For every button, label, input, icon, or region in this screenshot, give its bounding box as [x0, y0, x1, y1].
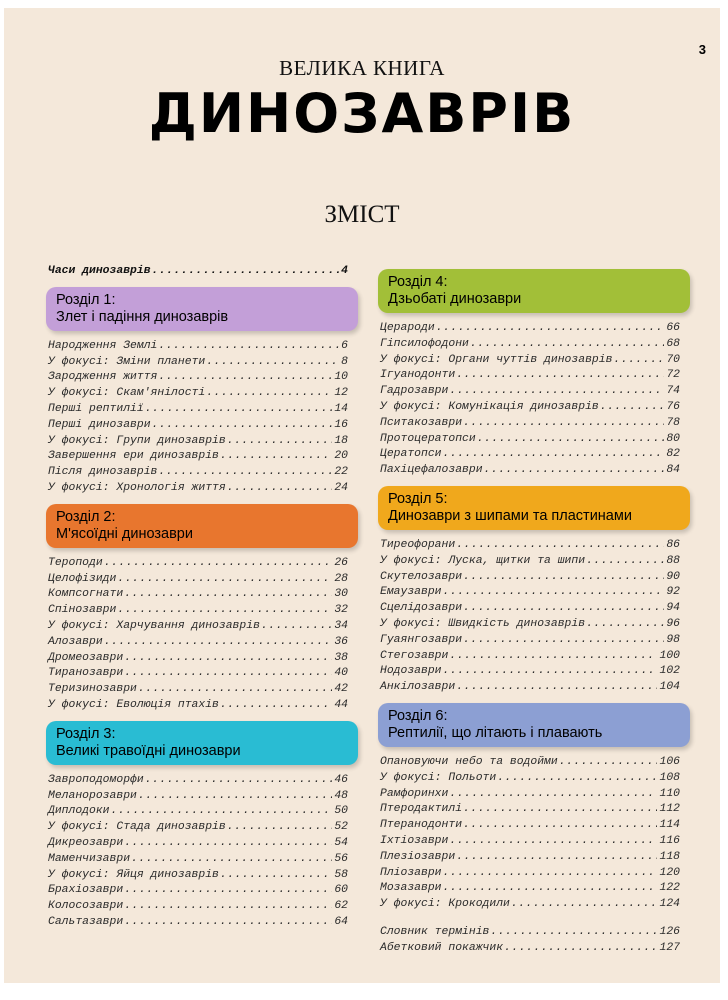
toc-entry-title: Целофізиди [48, 572, 117, 585]
toc-entry [48, 804, 348, 820]
toc-entry [48, 883, 348, 899]
toc-entry-title: У фокусі: Органи чуттів динозаврів [380, 353, 613, 366]
toc-entry [380, 850, 680, 866]
toc-leader-dots [463, 601, 664, 617]
toc-entry-page: 96 [666, 617, 680, 630]
toc-entry-page: 124 [659, 898, 680, 911]
toc-leader-dots [227, 820, 333, 836]
toc-entry-title: Тиранозаври [48, 667, 124, 680]
toc-entry [380, 384, 680, 400]
toc-entry-title: Пахіцефалозаври [380, 464, 483, 477]
toc-leader-dots [220, 449, 332, 465]
section-header-2 [46, 504, 358, 548]
toc-entry-page: 20 [334, 450, 348, 463]
toc-entry [380, 834, 680, 850]
toc-entry-page: 106 [659, 755, 680, 768]
toc-entry-page: 100 [659, 649, 680, 662]
toc-entry-title: Гуаянгозаври [380, 633, 463, 646]
toc-entry [48, 386, 348, 402]
toc-entry [48, 820, 348, 836]
toc-entry [48, 264, 348, 280]
toc-entry-page: 102 [659, 665, 680, 678]
toc-entry [48, 852, 348, 868]
toc-entry-page: 108 [659, 771, 680, 784]
toc-entry-page: 84 [666, 464, 680, 477]
toc-entry-title: Зародження життя [48, 371, 158, 384]
toc-entry-page: 94 [666, 602, 680, 615]
toc-entry-title: Словник термінів [380, 925, 490, 938]
toc-entry-page: 50 [334, 805, 348, 818]
toc-entry-title: У фокусі: Швидкість динозаврів [380, 617, 586, 630]
toc-entry [380, 416, 680, 432]
toc-leader-dots [206, 355, 339, 371]
toc-leader-dots [206, 386, 332, 402]
toc-leader-dots [463, 818, 657, 834]
section-label: Розділ 5: [388, 490, 448, 507]
toc-entry [48, 339, 348, 355]
book-supertitle: ВЕЛИКА КНИГА [279, 56, 445, 80]
toc-entry-title: Ігуанодонти [380, 369, 456, 382]
toc-entry-title: Пліозаври [380, 866, 442, 879]
toc-entry [48, 635, 348, 651]
toc-entry-page: 118 [659, 850, 680, 863]
toc-leader-dots [227, 481, 333, 497]
toc-entry [48, 868, 348, 884]
toc-leader-dots [158, 370, 332, 386]
toc-leader-dots [456, 850, 657, 866]
toc-entry-page: 58 [334, 868, 348, 881]
toc-entry-title: Алозаври [48, 635, 103, 648]
toc-entry-title: Цератопси [380, 448, 442, 461]
section-label: Розділ 2: [56, 508, 116, 525]
toc-leader-dots [117, 572, 332, 588]
toc-entry-title: Компсогнати [48, 588, 124, 601]
toc-entry-page: 46 [334, 773, 348, 786]
toc-entry-title: У фокусі: Групи динозаврів [48, 434, 226, 447]
contents-column-right [380, 262, 680, 957]
toc-entry [380, 941, 680, 957]
toc-leader-dots [449, 384, 664, 400]
toc-entry [48, 481, 348, 497]
toc-entry-page: 127 [659, 941, 680, 954]
toc-entry-page: 98 [666, 633, 680, 646]
toc-entry [380, 538, 680, 554]
toc-entry-page: 60 [334, 884, 348, 897]
toc-entry-page: 34 [334, 619, 348, 632]
toc-entry-title: Плезіозаври [380, 850, 456, 863]
toc-entry-page: 78 [666, 416, 680, 429]
toc-entry [380, 925, 680, 941]
toc-entry-title: Птеродактилі [380, 803, 463, 816]
toc-entry-page: 86 [666, 538, 680, 551]
section-label: Розділ 3: [56, 725, 116, 742]
toc-entry-page: 122 [659, 882, 680, 895]
toc-entry [48, 418, 348, 434]
toc-entry-title: У фокусі: Харчування динозаврів [48, 619, 260, 632]
toc-entry [48, 370, 348, 386]
toc-entry-title: Птеранодонти [380, 819, 463, 832]
spacer [380, 913, 680, 925]
toc-entry-title: Пситакозаври [380, 416, 463, 429]
section-title: Рептилії, що літають і плавають [388, 724, 603, 741]
toc-entry [48, 434, 348, 450]
toc-entry [380, 554, 680, 570]
toc-entry [380, 463, 680, 479]
toc-entry-page: 74 [666, 385, 680, 398]
section-title: Великі травоїдні динозаври [56, 742, 241, 759]
book-title: ДИНОЗАВРІВ [148, 82, 576, 145]
toc-entry-page: 44 [334, 698, 348, 711]
toc-entry-page: 24 [334, 481, 348, 494]
toc-entry [48, 666, 348, 682]
toc-entry-title: Часи динозаврів [48, 265, 151, 277]
toc-leader-dots [158, 465, 332, 481]
contents-heading: ЗМІСТ [324, 201, 400, 228]
toc-entry [380, 680, 680, 696]
toc-leader-dots [470, 337, 664, 353]
toc-entry-page: 112 [659, 803, 680, 816]
toc-entry-page: 40 [334, 667, 348, 680]
toc-leader-dots [463, 416, 664, 432]
toc-leader-dots [117, 603, 332, 619]
toc-entry-page: 30 [334, 588, 348, 601]
toc-leader-dots [484, 463, 665, 479]
toc-entry-title: Маменчизаври [48, 852, 131, 865]
toc-entry-page: 38 [334, 651, 348, 664]
toc-entry-page: 64 [334, 915, 348, 928]
toc-leader-dots [111, 804, 333, 820]
section-label: Розділ 1: [56, 291, 116, 308]
toc-entry-title: У фокусі: Еволюція птахів [48, 698, 219, 711]
toc-entry [48, 651, 348, 667]
toc-entry [380, 649, 680, 665]
toc-entry [380, 787, 680, 803]
toc-leader-dots [443, 866, 658, 882]
toc-leader-dots [463, 570, 664, 586]
toc-entry [48, 572, 348, 588]
toc-leader-dots [124, 883, 332, 899]
toc-entry-page: 120 [659, 866, 680, 879]
toc-leader-dots [131, 852, 332, 868]
toc-entry-page: 114 [659, 819, 680, 832]
toc-entry-title: Теризинозаври [48, 683, 137, 696]
section-title: Злет і падіння динозаврів [56, 308, 229, 325]
toc-entry [48, 355, 348, 371]
toc-entry-page: 116 [659, 834, 680, 847]
toc-entry-title: Емаузаври [380, 586, 442, 599]
toc-entry [48, 915, 348, 931]
toc-leader-dots [124, 651, 332, 667]
toc-entry-title: У фокусі: Польоти [380, 771, 497, 784]
toc-entry [380, 897, 680, 913]
toc-leader-dots [449, 649, 657, 665]
toc-leader-dots [511, 897, 658, 913]
toc-entry [48, 449, 348, 465]
toc-leader-dots [261, 619, 332, 635]
toc-entry-title: Спінозаври [48, 604, 117, 617]
toc-entry-title: У фокусі: Хронологія життя [48, 481, 226, 494]
toc-leader-dots [613, 353, 664, 369]
toc-entry-title: Протоцератопси [380, 432, 476, 445]
toc-entry-title: Дикреозаври [48, 836, 124, 849]
toc-entry-title: Перші динозаври [48, 418, 151, 431]
book-page [4, 8, 720, 983]
toc-entry-title: Стегозаври [380, 649, 449, 662]
toc-entry [48, 619, 348, 635]
toc-entry-page: 18 [334, 434, 348, 447]
toc-entry-title: Брахіозаври [48, 884, 124, 897]
toc-entry-title: У фокусі: Зміни планети [48, 355, 206, 368]
toc-entry-title: У фокусі: Комунікація динозаврів [380, 400, 599, 413]
toc-entry-page: 28 [334, 572, 348, 585]
toc-entry-page: 62 [334, 900, 348, 913]
toc-entry-page: 56 [334, 852, 348, 865]
toc-entry-page: 16 [334, 418, 348, 431]
toc-leader-dots [220, 698, 332, 714]
toc-entry-page: 48 [334, 789, 348, 802]
toc-entry-title: Меланорозаври [48, 789, 137, 802]
toc-entry-title: Гадрозаври [380, 385, 449, 398]
toc-entry [380, 400, 680, 416]
toc-leader-dots [456, 368, 664, 384]
toc-entry [380, 353, 680, 369]
toc-entry [48, 789, 348, 805]
toc-leader-dots [456, 680, 657, 696]
toc-entry-title: Після динозаврів [48, 466, 158, 479]
toc-entry-title: Церароди [380, 322, 435, 334]
toc-leader-dots [158, 339, 339, 355]
toc-entry-title: Народження Землі [48, 339, 158, 352]
toc-entry-page: 126 [659, 925, 680, 938]
toc-leader-dots [449, 834, 657, 850]
toc-entry-page: 42 [334, 683, 348, 696]
toc-leader-dots [145, 402, 333, 418]
toc-entry-page: 52 [334, 821, 348, 834]
section-title: М'ясоїдні динозаври [56, 525, 193, 542]
toc-leader-dots [145, 773, 333, 789]
section-title: Динозаври з шипами та пластинами [388, 507, 632, 524]
toc-entry-title: Диплодоки [48, 805, 110, 818]
toc-entry [48, 556, 348, 572]
toc-entry-page: 26 [334, 556, 348, 569]
toc-entry-page: 22 [334, 466, 348, 479]
toc-leader-dots [220, 868, 332, 884]
toc-leader-dots [152, 418, 333, 434]
toc-entry-page: 6 [341, 339, 348, 352]
toc-leader-dots [443, 881, 658, 897]
section-header-3 [46, 721, 358, 765]
toc-entry-page: 66 [666, 322, 680, 334]
toc-leader-dots [227, 434, 333, 450]
toc-leader-dots [449, 787, 657, 803]
toc-entry-title: У фокусі: Крокодили [380, 898, 510, 911]
toc-leader-dots [456, 538, 664, 554]
toc-leader-dots [152, 264, 340, 280]
toc-entry [380, 818, 680, 834]
toc-leader-dots [443, 585, 665, 601]
toc-entry [380, 601, 680, 617]
toc-leader-dots [104, 556, 333, 572]
toc-leader-dots [497, 771, 657, 787]
toc-entry-title: Нодозаври [380, 665, 442, 678]
toc-entry-page: 14 [334, 402, 348, 415]
toc-entry-title: Опановуючи небо та водойми [380, 755, 558, 768]
toc-entry [48, 682, 348, 698]
toc-entry-page: 92 [666, 586, 680, 599]
toc-entry-title: Сальтазаври [48, 915, 124, 928]
toc-entry [380, 802, 680, 818]
toc-entry-title: Скутелозаври [380, 570, 463, 583]
toc-leader-dots [600, 400, 665, 416]
toc-entry-title: Дромеозаври [48, 651, 124, 664]
section-title: Дзьобаті динозаври [388, 291, 522, 307]
toc-leader-dots [504, 941, 657, 957]
toc-entry [380, 447, 680, 463]
toc-leader-dots [586, 554, 664, 570]
toc-entry-page: 90 [666, 570, 680, 583]
toc-leader-dots [124, 899, 332, 915]
toc-leader-dots [124, 836, 332, 852]
toc-leader-dots [124, 666, 332, 682]
section-header-6 [378, 703, 690, 747]
toc-entry [48, 899, 348, 915]
toc-entry [380, 570, 680, 586]
toc-entry [48, 836, 348, 852]
toc-entry-title: Колосозаври [48, 900, 124, 913]
page-number: 3 [698, 42, 706, 57]
toc-leader-dots [586, 617, 664, 633]
toc-entry [380, 617, 680, 633]
toc-entry-page: 72 [666, 369, 680, 382]
toc-leader-dots [463, 802, 657, 818]
toc-entry-title: Завроподоморфи [48, 773, 144, 786]
section-label: Розділ 6: [388, 707, 448, 724]
toc-leader-dots [443, 447, 665, 463]
toc-entry-title: Іхтіозаври [380, 834, 449, 847]
toc-entry-title: Мозазаври [380, 882, 442, 895]
toc-leader-dots [138, 789, 332, 805]
toc-entry-title: Абетковий покажчик [380, 941, 504, 954]
toc-entry [48, 402, 348, 418]
toc-entry-page: 82 [666, 448, 680, 461]
toc-entry [48, 773, 348, 789]
toc-entry-page: 36 [334, 635, 348, 648]
toc-entry-page: 110 [659, 787, 680, 800]
toc-entry-title: Завершення ери динозаврів [48, 450, 219, 463]
toc-entry-title: Рамфоринхи [380, 787, 449, 800]
toc-entry-title: Гіпсилофодони [380, 337, 469, 350]
toc-entry-title: Сцелідозаври [380, 602, 463, 615]
toc-leader-dots [104, 635, 333, 651]
toc-entry-page: 104 [659, 681, 680, 694]
toc-entry [380, 755, 680, 771]
toc-entry-page: 76 [666, 400, 680, 413]
toc-entry [380, 321, 680, 337]
toc-entry-page: 88 [666, 554, 680, 567]
toc-leader-dots [559, 755, 658, 771]
toc-entry [48, 465, 348, 481]
section-header-4 [378, 269, 690, 313]
section-header-1 [46, 287, 358, 331]
toc-entry-title: У фокусі: Луска, щитки та шипи [380, 554, 586, 567]
toc-leader-dots [443, 664, 658, 680]
toc-entry-title: Перші рептилії [48, 402, 144, 415]
toc-entry-title: Тероподи [48, 556, 103, 569]
toc-entry-title: Тиреофорани [380, 538, 456, 551]
toc-entry [48, 587, 348, 603]
toc-entry [380, 432, 680, 448]
toc-entry [48, 698, 348, 714]
toc-entry-title: Анкілозаври [380, 681, 456, 694]
toc-entry [380, 633, 680, 649]
toc-entry-page: 8 [341, 355, 348, 368]
toc-leader-dots [463, 633, 664, 649]
toc-entry-page: 32 [334, 604, 348, 617]
toc-entry-page: 12 [334, 387, 348, 400]
section-label: Розділ 4: [388, 274, 448, 290]
contents-column-left [48, 264, 348, 931]
toc-leader-dots [490, 925, 657, 941]
toc-entry-title: У фокусі: Яйця динозаврів [48, 868, 219, 881]
toc-entry-title: У фокусі: Скам'янілості [48, 387, 206, 400]
toc-leader-dots [436, 321, 665, 337]
toc-entry [48, 603, 348, 619]
toc-leader-dots [124, 915, 332, 931]
toc-leader-dots [124, 587, 332, 603]
toc-entry [380, 664, 680, 680]
toc-leader-dots [477, 432, 665, 448]
toc-entry [380, 771, 680, 787]
toc-entry [380, 866, 680, 882]
toc-entry [380, 881, 680, 897]
toc-entry-page: 54 [334, 836, 348, 849]
toc-entry [380, 368, 680, 384]
toc-entry-page: 68 [666, 337, 680, 350]
toc-entry [380, 337, 680, 353]
toc-entry-page: 80 [666, 432, 680, 445]
toc-leader-dots [138, 682, 332, 698]
section-header-5 [378, 486, 690, 530]
toc-entry [380, 585, 680, 601]
toc-entry-page: 70 [666, 353, 680, 366]
toc-entry-page: 4 [341, 265, 348, 277]
toc-entry-page: 10 [334, 371, 348, 384]
toc-entry-title: У фокусі: Стада динозаврів [48, 821, 226, 834]
